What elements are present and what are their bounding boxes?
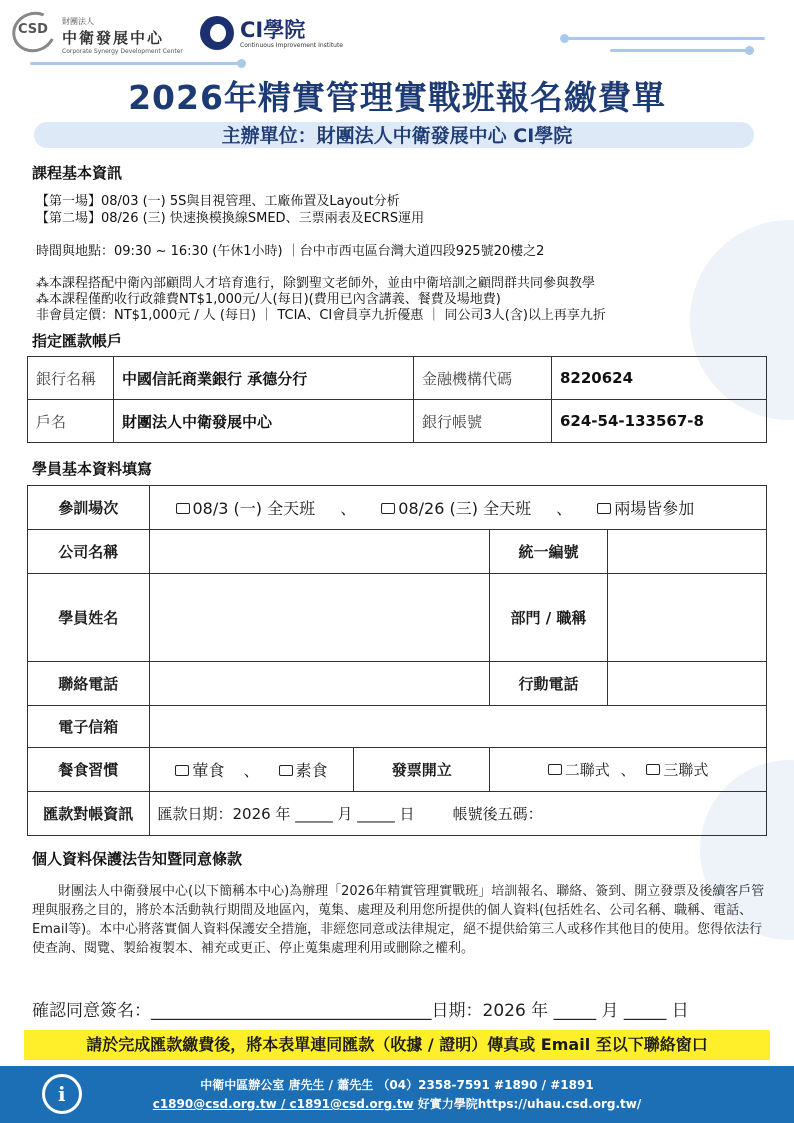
email-label: 電子信箱 (28, 706, 150, 748)
ci-logo (200, 12, 343, 54)
account-number-label: 銀行帳號 (414, 400, 552, 443)
decor-dot (560, 34, 569, 43)
course-heading: 課程基本資訊 (32, 164, 123, 182)
csd-small-text: 財團法人 (62, 17, 94, 26)
mobile-label: 行動電話 (490, 662, 608, 706)
session-option-3-label: 兩場皆參加 (614, 499, 695, 518)
signature-line[interactable]: 確認同意簽名：_________________________________日期：2026 年 _____ 月 _____ 日 (32, 1001, 689, 1021)
mobile-field[interactable] (607, 662, 766, 706)
footer-contact: 中衛中區辦公室 唐先生 / 蕭先生 （04）2358-7591 #1890 / #1891 (200, 1078, 594, 1092)
checkbox-icon[interactable] (548, 764, 562, 775)
diet-veg-option[interactable] (279, 761, 328, 780)
privacy-heading: 個人資料保護法告知暨同意條款 (32, 850, 243, 868)
account-name-label: 戶名 (28, 400, 114, 443)
table-row (28, 486, 767, 530)
checkbox-icon[interactable] (279, 765, 293, 776)
checkbox-icon[interactable] (597, 503, 611, 514)
session-option-1[interactable] (176, 499, 316, 518)
diet-options (149, 748, 354, 792)
table-row (28, 748, 767, 792)
student-name-label: 學員姓名 (28, 574, 150, 662)
remit-label: 匯款對帳資訊 (28, 792, 150, 836)
table-row (28, 357, 767, 400)
taxid-field[interactable] (607, 530, 766, 574)
footer-website[interactable]: 好實力學院https://uhau.csd.org.tw/ (413, 1097, 642, 1111)
invoice-options (490, 748, 767, 792)
session-1-text: 【第一場】08/03 (一) 5S與目視管理、工廠佈置及Layout分析 (36, 194, 400, 209)
time-place-text: 時間與地點：09:30 ~ 16:30 (午休1小時) ｜台中市西屯區台灣大道四段925號20樓之2 (36, 244, 545, 259)
separator: 、 (243, 761, 260, 780)
ci-mark-icon (200, 16, 234, 50)
email-field[interactable] (149, 706, 767, 748)
diet-meat-label: 葷食 (192, 761, 225, 780)
decor-line (610, 49, 750, 52)
course-note-1: ⁂本課程搭配中衛內部顧問人才培育進行，除劉聖文老師外，並由中衛培訓之顧問群共同參與教學 (36, 276, 596, 291)
company-label: 公司名稱 (28, 530, 150, 574)
session-option-1-label: 08/3 (一) 全天班 (192, 499, 316, 518)
checkbox-icon[interactable] (381, 503, 395, 514)
diet-veg-label: 素食 (295, 761, 328, 780)
csd-english-name: Corporate Synergy Development Center (62, 48, 183, 55)
account-name-value: 財團法人中衛發展中心 (114, 400, 414, 443)
student-name-field[interactable] (149, 574, 490, 662)
bank-table (27, 356, 767, 443)
table-row (28, 662, 767, 706)
invoice-2-option[interactable] (548, 761, 610, 779)
bank-name-label: 銀行名稱 (28, 357, 114, 400)
diet-meat-option[interactable] (175, 761, 224, 780)
page-title: 2026年精實管理實戰班報名繳費單 (128, 78, 666, 117)
taxid-label: 統一編號 (490, 530, 608, 574)
page-header (0, 0, 794, 150)
footer-email-link[interactable]: c1890@csd.org.tw / c1891@csd.org.tw (152, 1097, 414, 1111)
page-footer (0, 1066, 794, 1123)
checkbox-icon[interactable] (175, 765, 189, 776)
session-label: 參訓場次 (28, 486, 150, 530)
dept-field[interactable] (607, 574, 766, 662)
decor-line (565, 37, 765, 40)
decor-line (30, 62, 240, 65)
company-field[interactable] (149, 530, 490, 574)
table-row (28, 706, 767, 748)
student-heading: 學員基本資料填寫 (32, 460, 153, 478)
csd-name: 中衛發展中心 (62, 29, 165, 47)
invoice-label: 發票開立 (354, 748, 490, 792)
account-number-value: 624-54-133567-8 (552, 400, 767, 443)
decor-dot (745, 46, 754, 55)
checkbox-icon[interactable] (646, 764, 660, 775)
table-row (28, 574, 767, 662)
ci-english-name: Continuous Improvement Institute (240, 42, 343, 49)
course-note-2: ⁂本課程僅酌收行政雜費NT$1,000元/人(每日)(費用已內含講義、餐費及場地費) (36, 292, 501, 307)
table-row (28, 792, 767, 836)
privacy-body: 財團法人中衛發展中心(以下簡稱本中心)為辦理「2026年精實管理實戰班」培訓報名、聯絡、簽到、開立發票及後續客戶管理與服務之目的，將於本活動執行期間及地區內，蒐集、處理及利用您所提供的個人資料(包括姓名、公司名稱、職稱、電話、Email等)。本中心將落實個人資料保護安全措施，非經您同意或法律規定，絕不提供給第三人或移作其他目的使用。您得依法行使查詢、閱覽、製給複製本、補充或更正、停止蒐集處理利用或刪除之權利。 (32, 884, 765, 956)
session-2-text: 【第二場】08/26 (三) 快速換模換線SMED、三票兩表及ECRS運用 (36, 211, 425, 226)
ci-name: CI學院 (240, 18, 306, 42)
separator: 、 (556, 499, 573, 518)
page-subtitle: 主辦單位：財團法人中衛發展中心 CI學院 (221, 125, 573, 147)
bank-code-label: 金融機構代碼 (414, 357, 552, 400)
session-option-2[interactable] (381, 499, 531, 518)
dept-label: 部門 / 職稱 (490, 574, 608, 662)
separator: 、 (340, 499, 357, 518)
remit-text[interactable]: 匯款日期：2026 年 _____ 月 _____ 日 帳號後五碼： (149, 792, 767, 836)
checkbox-icon[interactable] (176, 503, 190, 514)
course-note-3: 非會員定價：NT$1,000元 / 人 (每日) ｜ TCIA、CI會員享九折優惠 ｜ 同公司3人(含)以上再享九折 (36, 308, 606, 323)
session-options (149, 486, 767, 530)
invoice-3-option[interactable] (646, 761, 708, 779)
csd-logo (12, 10, 197, 56)
phone-field[interactable] (149, 662, 490, 706)
phone-label: 聯絡電話 (28, 662, 150, 706)
separator: 、 (620, 761, 636, 779)
footer-links (0, 1095, 794, 1112)
bank-code-value: 8220624 (552, 357, 767, 400)
table-row (28, 530, 767, 574)
bank-heading: 指定匯款帳戶 (32, 332, 123, 350)
session-option-2-label: 08/26 (三) 全天班 (398, 499, 532, 518)
table-row (28, 400, 767, 443)
notice-banner: 請於完成匯款繳費後，將本表單連同匯款（收據 / 證明）傳真或 Email 至以下聯絡窗口 (24, 1030, 770, 1060)
invoice-3-label: 三聯式 (663, 761, 709, 779)
diet-label: 餐食習慣 (28, 748, 150, 792)
invoice-2-label: 二聯式 (564, 761, 610, 779)
bank-name-value: 中國信託商業銀行 承德分行 (114, 357, 414, 400)
decor-dot (237, 59, 246, 68)
session-option-3[interactable] (597, 499, 694, 518)
csd-abbr: CSD (18, 22, 48, 37)
student-table (27, 485, 767, 836)
